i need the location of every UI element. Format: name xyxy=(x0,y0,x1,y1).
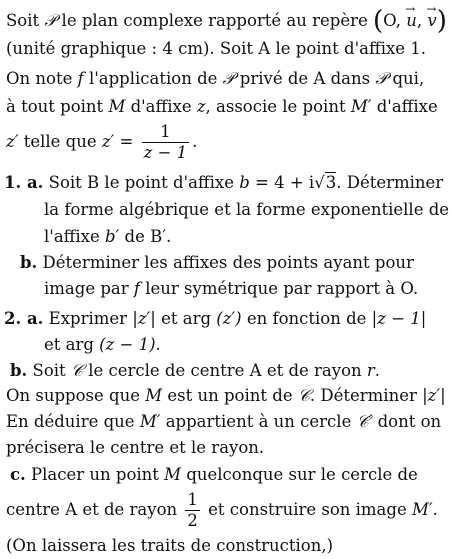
text: . Déterminer xyxy=(336,173,444,192)
text: le plan complexe rapporté au repère xyxy=(56,11,374,30)
text: est un point de xyxy=(162,386,298,405)
text: Exprimer xyxy=(43,309,133,328)
fraction-numerator: 1 xyxy=(142,122,190,143)
question-number: b. xyxy=(20,253,38,272)
text: en fonction de xyxy=(241,309,372,328)
plane-symbol: 𝒫 xyxy=(375,69,388,88)
text: de B′. xyxy=(119,227,172,246)
line-4 xyxy=(6,96,438,118)
text: (unité graphique : 4 cm). Soit A le point d'affixe 1. xyxy=(6,39,427,58)
modulus-z-prime: |z′| xyxy=(422,386,446,405)
text: dont on xyxy=(372,412,442,431)
plane-symbol: 𝒫 xyxy=(222,69,235,88)
text: image par xyxy=(44,279,134,298)
text: privé de A dans xyxy=(234,69,376,88)
point-M-prime: M′ xyxy=(139,412,161,431)
paren-open: ( xyxy=(373,6,384,36)
q2b-line-3 xyxy=(6,411,441,433)
text: Déterminer les affixes des points ayant pour xyxy=(37,253,414,272)
text: et construire son image xyxy=(202,500,412,519)
comma: , xyxy=(416,11,428,30)
q2c-line-3 xyxy=(6,535,333,557)
text: Soit xyxy=(6,11,45,30)
vector-u: → u xyxy=(406,10,417,32)
q1a-line-1 xyxy=(4,172,443,194)
question-number: 1. a. xyxy=(4,173,44,192)
var-r: r xyxy=(366,361,375,380)
text: On suppose que xyxy=(6,386,146,405)
text: le cercle de centre A et de rayon xyxy=(82,361,367,380)
text: et arg xyxy=(155,309,217,328)
function-f: f xyxy=(77,69,84,88)
text: . Déterminer xyxy=(309,386,423,405)
line-1 xyxy=(6,6,447,36)
arg-z-prime: (z′) xyxy=(216,309,242,328)
q2c-line-1 xyxy=(10,464,418,486)
text: En déduire que xyxy=(6,412,140,431)
text: Soit xyxy=(27,361,71,380)
text: à tout point xyxy=(6,97,109,116)
text: l'affixe xyxy=(44,227,105,246)
point-M: M xyxy=(164,465,182,484)
text: quelconque sur le cercle de xyxy=(181,465,418,484)
text: d'affixe xyxy=(371,97,438,116)
point-M-prime: M′ xyxy=(350,97,372,116)
text: centre A et de rayon xyxy=(6,500,183,519)
circle-C: 𝒞 xyxy=(70,361,83,380)
var-z: z xyxy=(196,97,206,116)
question-number: c. xyxy=(10,465,26,484)
q2a-line-2 xyxy=(44,334,161,356)
q1b-line-1 xyxy=(20,252,414,274)
circle-C: 𝒞 xyxy=(297,386,310,405)
text: . xyxy=(374,361,381,380)
q2a-line-1 xyxy=(4,308,426,330)
fraction-numerator: 1 xyxy=(187,490,198,509)
q2c-line-2 xyxy=(6,490,438,531)
text: (On laissera les traits de construction,) xyxy=(6,536,334,555)
text: On note xyxy=(6,69,78,88)
line-3 xyxy=(6,68,424,90)
text: précisera le centre et le rayon. xyxy=(6,438,265,457)
arg-z-minus-1: (z − 1). xyxy=(99,335,161,354)
fraction-denominator: 2 xyxy=(187,511,198,530)
fraction-one-half xyxy=(185,490,200,531)
point-M-prime: M′ xyxy=(411,500,433,519)
q2b-line-4 xyxy=(6,437,264,459)
question-number: b. xyxy=(10,361,28,380)
text: l'application de xyxy=(83,69,223,88)
point-M: M xyxy=(145,386,163,405)
text: = 4 + i xyxy=(249,173,315,192)
text: , associe le point xyxy=(205,97,351,116)
text: qui, xyxy=(387,69,425,88)
question-number: 2. a. xyxy=(4,309,44,328)
function-f: f xyxy=(133,279,140,298)
var-z-prime: z′ xyxy=(6,132,19,151)
text: . xyxy=(432,500,438,519)
text: appartient à un cercle xyxy=(160,412,357,431)
q2b-line-2 xyxy=(6,385,446,407)
q1a-line-2 xyxy=(44,199,449,221)
modulus-z-prime: |z′| xyxy=(132,309,156,328)
text: et arg xyxy=(44,335,100,354)
q1a-line-3 xyxy=(44,226,171,248)
line-5-formula xyxy=(6,122,197,163)
text: la forme algébrique et la forme exponentielle de xyxy=(44,200,450,219)
circle-C-prime: 𝒞′ xyxy=(356,412,373,431)
modulus-z-minus-1: |z − 1| xyxy=(371,309,427,328)
plane-symbol: 𝒫 xyxy=(44,11,57,30)
text: Placer un point xyxy=(25,465,165,484)
line-2 xyxy=(6,38,426,60)
text: Soit B le point d'affixe xyxy=(43,173,240,192)
q2b-line-1 xyxy=(10,360,380,382)
fraction-denominator: z − 1 xyxy=(143,143,188,162)
sqrt-symbol: √ xyxy=(314,173,325,192)
paren-close: ) xyxy=(436,6,447,36)
text: leur symétrique par rapport à O. xyxy=(139,279,419,298)
q1b-line-2 xyxy=(44,278,418,300)
point-M: M xyxy=(108,97,126,116)
sqrt-radicand: 3 xyxy=(325,173,337,192)
text: telle que xyxy=(18,132,102,151)
equals: = xyxy=(114,132,139,151)
var-b-prime: b′ xyxy=(104,227,120,246)
var-b: b xyxy=(239,173,250,192)
text: d'affixe xyxy=(125,97,197,116)
origin-label: O, xyxy=(383,11,407,30)
vector-v: → v xyxy=(427,10,436,32)
fraction-1-over-z-minus-1 xyxy=(142,122,190,163)
var-z-prime: z′ xyxy=(101,132,115,151)
period: . xyxy=(192,132,198,151)
